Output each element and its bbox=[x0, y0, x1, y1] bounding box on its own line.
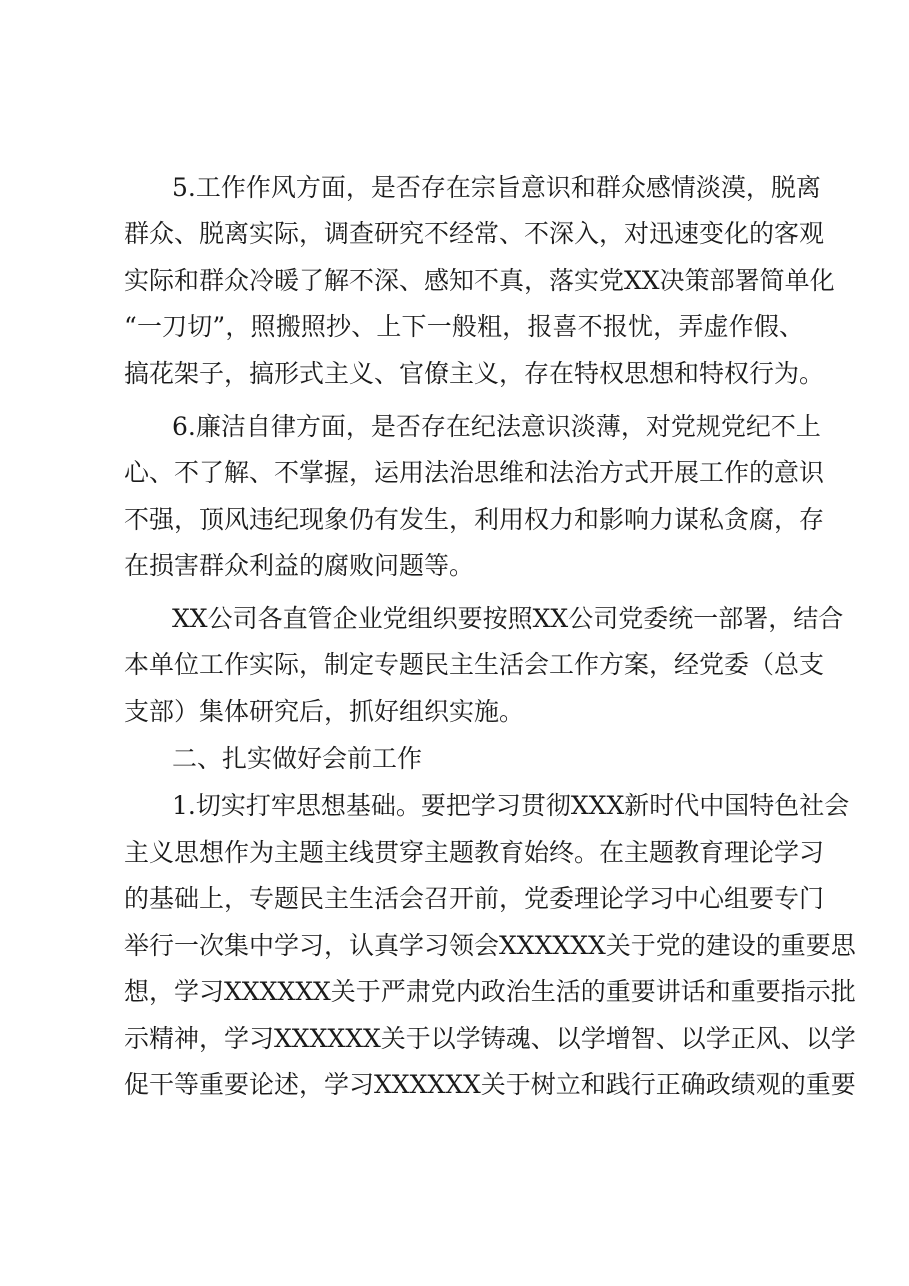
paragraph-company-line-3: 支部）集体研究后，抓好组织实施。 bbox=[124, 697, 525, 726]
paragraph-5-line-1: 5.工作作风方面，是否存在宗旨意识和群众感情淡漠，脱离 bbox=[172, 173, 821, 202]
paragraph-5-line-2: 群众、脱离实际，调查研究不经常、不深入，对迅速变化的客观 bbox=[124, 219, 825, 248]
paragraph-5-line-4: “一刀切”，照搬照抄、上下一般粗，报喜不报忧，弄虚作假、 bbox=[124, 312, 804, 341]
paragraph-5-line-5: 搞花架子，搞形式主义、官僚主义，存在特权思想和特权行为。 bbox=[124, 359, 825, 388]
item-1-line-5: 想，学习XXXXXX关于严肃党内政治生活的重要讲话和重要指示批 bbox=[124, 977, 856, 1006]
paragraph-5-line-3: 实际和群众冷暖了解不深、感知不真，落实党XX决策部署简单化 bbox=[124, 266, 835, 295]
paragraph-6-line-2: 心、不了解、不掌握，运用法治思维和法治方式开展工作的意识 bbox=[124, 458, 825, 487]
item-1-line-2: 主义思想作为主题主线贯穿主题教育始终。在主题教育理论学习 bbox=[124, 838, 825, 867]
item-1-line-4: 举行一次集中学习，认真学习领会XXXXXX关于党的建设的重要思 bbox=[124, 931, 856, 960]
item-1-line-3: 的基础上，专题民主生活会召开前，党委理论学习中心组要专门 bbox=[124, 884, 825, 913]
section-heading: 二、扎实做好会前工作 bbox=[172, 744, 423, 773]
paragraph-company-line-1: XX公司各直管企业党组织要按照XX公司党委统一部署，结合 bbox=[172, 604, 844, 633]
paragraph-6-line-1: 6.廉洁自律方面，是否存在纪法意识淡薄，对党规党纪不上 bbox=[172, 412, 821, 441]
item-1-line-1: 1.切实打牢思想基础。要把学习贯彻XXX新时代中国特色社会 bbox=[172, 791, 850, 820]
item-1-line-7: 促干等重要论述，学习XXXXXX关于树立和践行正确政绩观的重要 bbox=[124, 1070, 856, 1099]
item-1-line-6: 示精神，学习XXXXXX关于以学铸魂、以学增智、以学正风、以学 bbox=[124, 1024, 856, 1053]
paragraph-6-line-3: 不强，顶风违纪现象仍有发生，利用权力和影响力谋私贪腐，存 bbox=[124, 505, 825, 534]
paragraph-company-line-2: 本单位工作实际，制定专题民主生活会工作方案，经党委（总支 bbox=[124, 650, 825, 679]
paragraph-6-line-4: 在损害群众利益的腐败问题等。 bbox=[124, 551, 475, 580]
